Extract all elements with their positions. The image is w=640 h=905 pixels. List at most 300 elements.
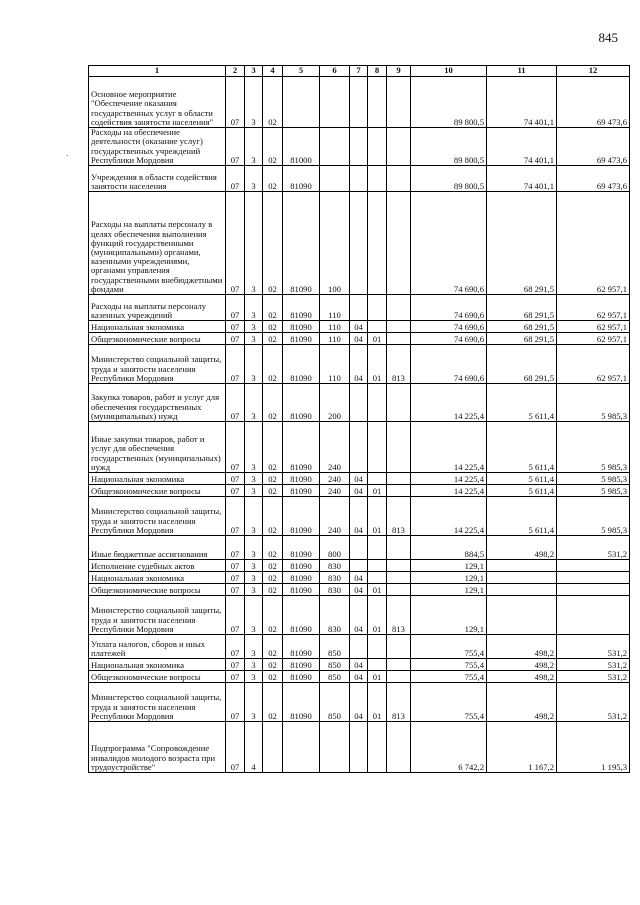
cell-section: 04 [350,345,368,384]
cell-sub: 3 [245,77,263,128]
cell-year3: 531,2 [557,671,630,683]
cell-sub: 3 [245,321,263,333]
cell-section [350,536,368,560]
cell-grbs: 813 [387,683,411,722]
cell-grbs [387,572,411,584]
cell-admin: 07 [226,422,245,473]
cell-sub: 3 [245,422,263,473]
column-header-main: 4 [263,66,283,77]
cell-year3: 531,2 [557,683,630,722]
cell-main: 02 [263,497,283,536]
cell-name: Министерство социальной защиты, труда и занятости населения Республики Мордовия [89,683,226,722]
cell-year3: 1 195,3 [557,722,630,773]
cell-grbs [387,128,411,166]
cell-main: 02 [263,572,283,584]
table-row [89,584,630,596]
cell-year2: 5 611,4 [487,422,557,473]
cell-admin: 07 [226,321,245,333]
cell-name: Общеэкономические вопросы [89,333,226,345]
cell-grbs [387,560,411,572]
cell-admin: 07 [226,77,245,128]
cell-sub: 3 [245,560,263,572]
cell-year2: 74 401,1 [487,166,557,192]
cell-main: 02 [263,584,283,596]
cell-year2: 68 291,5 [487,295,557,321]
cell-year3: 5 985,3 [557,422,630,473]
cell-expense: 240 [320,422,350,473]
cell-main: 02 [263,321,283,333]
cell-target [283,722,320,773]
cell-name: Национальная экономика [89,321,226,333]
cell-target: 81090 [283,683,320,722]
cell-subsection: 01 [368,683,387,722]
cell-main: 02 [263,384,283,422]
column-header-admin: 2 [226,66,245,77]
cell-name: Исполнение судебных актов [89,560,226,572]
column-header-year2: 11 [487,66,557,77]
cell-grbs [387,321,411,333]
cell-main: 02 [263,422,283,473]
cell-year2 [487,584,557,596]
cell-year3: 5 985,3 [557,497,630,536]
cell-target: 81090 [283,485,320,497]
cell-subsection [368,77,387,128]
cell-year1: 884,5 [411,536,487,560]
cell-grbs [387,485,411,497]
cell-subsection: 01 [368,345,387,384]
cell-year2 [487,572,557,584]
cell-grbs [387,671,411,683]
cell-admin: 07 [226,384,245,422]
cell-year3: 69 473,6 [557,77,630,128]
cell-target: 81090 [283,596,320,635]
cell-sub: 3 [245,333,263,345]
cell-main: 02 [263,671,283,683]
cell-subsection: 01 [368,485,387,497]
table-row [89,659,630,671]
cell-year3 [557,560,630,572]
cell-sub: 3 [245,683,263,722]
column-header-section: 7 [350,66,368,77]
cell-admin: 07 [226,722,245,773]
cell-grbs [387,384,411,422]
table-row [89,683,630,722]
cell-sub: 3 [245,485,263,497]
table-row [89,536,630,560]
cell-year2 [487,560,557,572]
cell-subsection [368,659,387,671]
cell-expense: 830 [320,584,350,596]
cell-admin: 07 [226,345,245,384]
cell-grbs [387,192,411,295]
table-row [89,345,630,384]
cell-grbs [387,584,411,596]
cell-year3: 5 985,3 [557,485,630,497]
cell-name: Закупка товаров, работ и услуг для обеспечения государственных (муниципальных) нужд [89,384,226,422]
column-header-target: 5 [283,66,320,77]
table-row [89,384,630,422]
cell-sub: 3 [245,536,263,560]
cell-grbs: 813 [387,596,411,635]
cell-subsection [368,635,387,659]
cell-subsection: 01 [368,671,387,683]
cell-grbs [387,77,411,128]
cell-section: 04 [350,671,368,683]
cell-year3: 5 985,3 [557,384,630,422]
table-row [89,596,630,635]
cell-year3: 62 957,1 [557,295,630,321]
table-row [89,321,630,333]
cell-main: 02 [263,345,283,384]
cell-year2: 5 611,4 [487,473,557,485]
cell-section [350,722,368,773]
cell-grbs [387,422,411,473]
budget-table [88,65,630,773]
cell-year1: 89 800,5 [411,166,487,192]
cell-grbs: 813 [387,497,411,536]
column-header-sub: 3 [245,66,263,77]
cell-target: 81090 [283,345,320,384]
cell-year1: 14 225,4 [411,422,487,473]
cell-target: 81090 [283,635,320,659]
cell-sub: 4 [245,722,263,773]
cell-admin: 07 [226,295,245,321]
cell-main: 02 [263,295,283,321]
cell-name: Расходы на выплаты персоналу казенных учреждений [89,295,226,321]
cell-expense [320,77,350,128]
cell-year2: 5 611,4 [487,384,557,422]
table-row [89,77,630,128]
cell-sub: 3 [245,192,263,295]
cell-target: 81090 [283,321,320,333]
cell-subsection [368,572,387,584]
cell-name: Национальная экономика [89,473,226,485]
cell-expense: 830 [320,560,350,572]
cell-target [283,77,320,128]
table-row [89,166,630,192]
cell-name: Национальная экономика [89,659,226,671]
cell-subsection [368,473,387,485]
cell-section [350,384,368,422]
cell-year1: 14 225,4 [411,497,487,536]
cell-main: 02 [263,333,283,345]
cell-target: 81000 [283,128,320,166]
table-row [89,485,630,497]
cell-year2: 68 291,5 [487,333,557,345]
cell-year3: 69 473,6 [557,166,630,192]
cell-sub: 3 [245,572,263,584]
cell-section [350,192,368,295]
cell-expense: 240 [320,473,350,485]
table-row [89,671,630,683]
cell-subsection [368,192,387,295]
table-row [89,497,630,536]
cell-admin: 07 [226,497,245,536]
cell-admin: 07 [226,192,245,295]
cell-year3 [557,572,630,584]
cell-year2: 74 401,1 [487,128,557,166]
cell-year1: 129,1 [411,560,487,572]
cell-expense [320,128,350,166]
cell-section: 04 [350,584,368,596]
cell-admin: 07 [226,596,245,635]
cell-section: 04 [350,485,368,497]
table-row [89,473,630,485]
cell-expense: 830 [320,572,350,584]
cell-target: 81090 [283,536,320,560]
cell-sub: 3 [245,635,263,659]
cell-year2 [487,596,557,635]
cell-main: 02 [263,635,283,659]
cell-section [350,166,368,192]
cell-admin: 07 [226,560,245,572]
cell-year1: 74 690,6 [411,333,487,345]
cell-expense: 850 [320,659,350,671]
cell-section: 04 [350,473,368,485]
cell-admin: 07 [226,473,245,485]
cell-subsection [368,422,387,473]
cell-target: 81090 [283,166,320,192]
cell-year3: 531,2 [557,659,630,671]
cell-name: Министерство социальной защиты, труда и занятости населения Республики Мордовия [89,596,226,635]
cell-expense: 200 [320,384,350,422]
cell-year1: 14 225,4 [411,384,487,422]
cell-main: 02 [263,536,283,560]
cell-year2: 498,2 [487,671,557,683]
cell-main [263,722,283,773]
cell-target: 81090 [283,473,320,485]
cell-grbs [387,295,411,321]
table-body [89,77,630,773]
table-row [89,722,630,773]
cell-year1: 755,4 [411,683,487,722]
cell-year2: 498,2 [487,536,557,560]
cell-year1: 129,1 [411,596,487,635]
cell-subsection [368,722,387,773]
cell-expense: 110 [320,333,350,345]
cell-subsection [368,384,387,422]
cell-year1: 6 742,2 [411,722,487,773]
cell-section: 04 [350,596,368,635]
cell-grbs: 813 [387,345,411,384]
cell-subsection [368,321,387,333]
cell-year2: 1 167,2 [487,722,557,773]
cell-year1: 129,1 [411,584,487,596]
cell-section: 04 [350,683,368,722]
cell-admin: 07 [226,659,245,671]
cell-admin: 07 [226,536,245,560]
cell-sub: 3 [245,596,263,635]
cell-main: 02 [263,560,283,572]
cell-sub: 3 [245,659,263,671]
table-row [89,635,630,659]
cell-year3: 62 957,1 [557,333,630,345]
cell-expense: 240 [320,497,350,536]
column-header-name: 1 [89,66,226,77]
cell-main: 02 [263,192,283,295]
column-header-grbs: 9 [387,66,411,77]
cell-name: Общеэкономические вопросы [89,584,226,596]
cell-name: Министерство социальной защиты, труда и занятости населения Республики Мордовия [89,497,226,536]
header-row [89,66,630,77]
cell-main: 02 [263,128,283,166]
cell-year1: 74 690,6 [411,321,487,333]
cell-admin: 07 [226,671,245,683]
cell-target: 81090 [283,333,320,345]
cell-section [350,635,368,659]
cell-main: 02 [263,166,283,192]
cell-name: Общеэкономические вопросы [89,485,226,497]
cell-year2: 68 291,5 [487,345,557,384]
cell-year3 [557,596,630,635]
cell-grbs [387,333,411,345]
cell-year2: 5 611,4 [487,485,557,497]
cell-section: 04 [350,497,368,536]
cell-name: Национальная экономика [89,572,226,584]
cell-year2: 68 291,5 [487,321,557,333]
cell-year2: 68 291,5 [487,192,557,295]
cell-expense: 110 [320,345,350,384]
cell-name: Иные закупки товаров, работ и услуг для обеспечения государственных (муниципальных) нужд [89,422,226,473]
cell-sub: 3 [245,384,263,422]
column-header-expense: 6 [320,66,350,77]
cell-year1: 755,4 [411,659,487,671]
cell-subsection [368,536,387,560]
cell-year2: 498,2 [487,635,557,659]
cell-year1: 74 690,6 [411,192,487,295]
cell-name: Подпрограмма "Сопровождение инвалидов молодого возраста при трудоустройстве" [89,722,226,773]
cell-sub: 3 [245,295,263,321]
table-row [89,422,630,473]
cell-year1: 89 800,5 [411,77,487,128]
cell-expense: 800 [320,536,350,560]
table-header [89,66,630,77]
cell-name: Уплата налогов, сборов и иных платежей [89,635,226,659]
cell-name: Расходы на выплаты персоналу в целях обеспечения выполнения функций государственными (муниципальными) органами, казенными учреждениями, органами управления государственными внебюджетными фондами [89,192,226,295]
cell-admin: 07 [226,635,245,659]
cell-expense [320,722,350,773]
page-number: 845 [598,30,618,45]
cell-sub: 3 [245,497,263,536]
cell-grbs [387,659,411,671]
cell-admin: 07 [226,584,245,596]
cell-subsection: 01 [368,584,387,596]
cell-subsection: 01 [368,497,387,536]
cell-target: 81090 [283,295,320,321]
table-row [89,192,630,295]
cell-grbs [387,536,411,560]
cell-section [350,422,368,473]
cell-year1: 755,4 [411,671,487,683]
cell-section [350,77,368,128]
cell-name: Основное мероприятие "Обеспечение оказания государственных услуг в области содействия занятости населения" [89,77,226,128]
cell-expense [320,166,350,192]
cell-grbs [387,722,411,773]
cell-target: 81090 [283,560,320,572]
cell-section: 04 [350,659,368,671]
cell-expense: 850 [320,635,350,659]
cell-main: 02 [263,596,283,635]
cell-year3: 69 473,6 [557,128,630,166]
cell-admin: 07 [226,572,245,584]
cell-year1: 129,1 [411,572,487,584]
cell-year1: 74 690,6 [411,345,487,384]
cell-section [350,295,368,321]
cell-year3: 62 957,1 [557,345,630,384]
table-row [89,560,630,572]
cell-expense: 100 [320,192,350,295]
cell-main: 02 [263,485,283,497]
cell-target: 81090 [283,584,320,596]
cell-grbs [387,473,411,485]
cell-name: Учреждения в области содействия занятости населения [89,166,226,192]
cell-grbs [387,166,411,192]
cell-target: 81090 [283,671,320,683]
cell-section: 04 [350,572,368,584]
cell-admin: 07 [226,333,245,345]
cell-admin: 07 [226,485,245,497]
margin-mark: . [66,148,69,158]
cell-year1: 89 800,5 [411,128,487,166]
cell-grbs [387,635,411,659]
cell-subsection [368,295,387,321]
cell-year1: 14 225,4 [411,473,487,485]
table-row [89,333,630,345]
cell-year2: 5 611,4 [487,497,557,536]
cell-admin: 07 [226,166,245,192]
cell-name: Расходы на обеспечение деятельности (оказание услуг) государственных учреждений Республики Мордовия [89,128,226,166]
cell-subsection [368,560,387,572]
cell-subsection [368,166,387,192]
cell-subsection: 01 [368,596,387,635]
cell-year1: 14 225,4 [411,485,487,497]
cell-target: 81090 [283,192,320,295]
cell-year1: 755,4 [411,635,487,659]
cell-year2: 498,2 [487,659,557,671]
cell-name: Министерство социальной защиты, труда и занятости населения Республики Мордовия [89,345,226,384]
cell-target: 81090 [283,384,320,422]
cell-target: 81090 [283,659,320,671]
cell-expense: 110 [320,321,350,333]
cell-subsection [368,128,387,166]
cell-sub: 3 [245,128,263,166]
cell-year2: 74 401,1 [487,77,557,128]
cell-year3: 531,2 [557,635,630,659]
cell-target: 81090 [283,572,320,584]
cell-section: 04 [350,321,368,333]
cell-expense: 110 [320,295,350,321]
cell-section: 04 [350,333,368,345]
cell-year2: 498,2 [487,683,557,722]
cell-expense: 830 [320,596,350,635]
cell-sub: 3 [245,671,263,683]
cell-subsection: 01 [368,333,387,345]
cell-main: 02 [263,473,283,485]
cell-section [350,128,368,166]
cell-admin: 07 [226,683,245,722]
cell-year3: 531,2 [557,536,630,560]
table-row [89,572,630,584]
cell-sub: 3 [245,166,263,192]
cell-year3: 62 957,1 [557,192,630,295]
cell-target: 81090 [283,497,320,536]
column-header-year3: 12 [557,66,630,77]
cell-section [350,560,368,572]
column-header-year1: 10 [411,66,487,77]
cell-name: Общеэкономические вопросы [89,671,226,683]
cell-year3: 5 985,3 [557,473,630,485]
cell-year1: 74 690,6 [411,295,487,321]
